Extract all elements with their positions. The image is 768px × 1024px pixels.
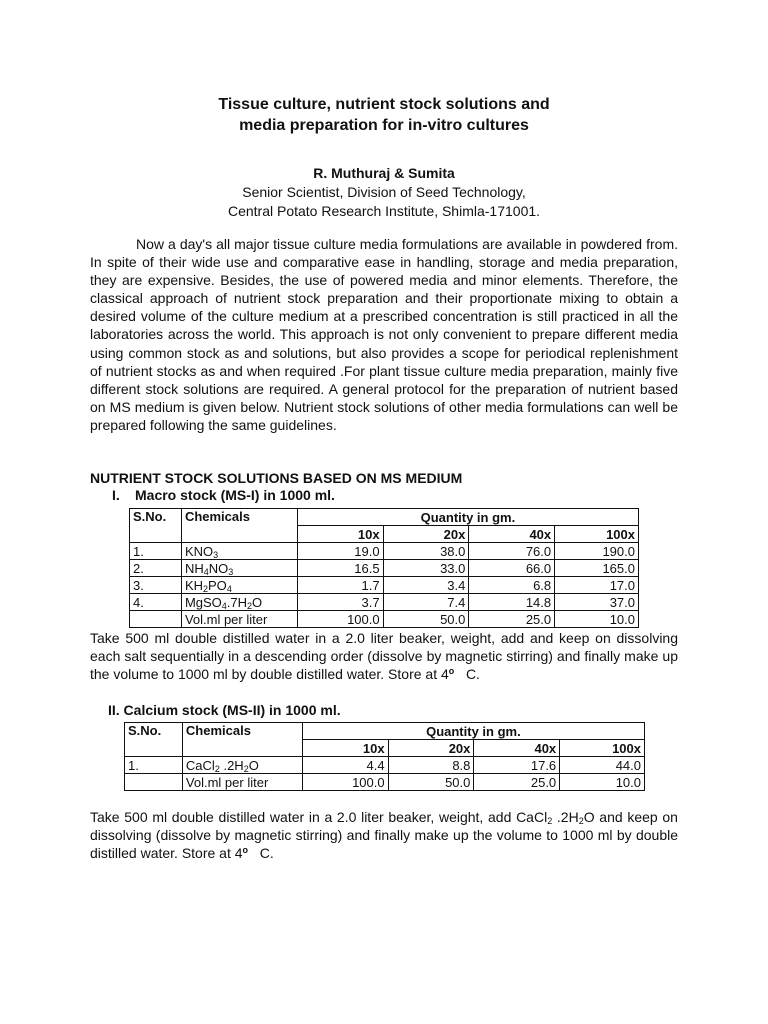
value-cell: 8.8: [388, 757, 474, 774]
chemical-subscript: 2: [203, 583, 209, 594]
authors: R. Muthuraj & Sumita: [313, 165, 455, 181]
chemical-text: MgSO: [184, 594, 222, 610]
intro-text: Now a day's all major tissue culture media formulations are available in powdered from. In spite of their wide use and comparative ease in handling, storage and media preparation, they are expensive. Besides, the use of powered media and minor elements. Therefore, the classical approach of nutrient stock preparation and their proportionate mixing to obtain a desired volume of the culture medium at a prescribed concentration is still practiced in all the laboratories across the world. This approach is not only convenient to prepare different media using common stock as and solutions, but also provides a scope for periodical replenishment of nutrient stocks as and when required .For plant tissue culture media preparation, mainly five different stock solutions are required. A general protocol for the preparation of nutrient based on MS medium is given below. Nutrient stock solutions of other media formulations can well be prepared following the same guidelines.: [90, 236, 678, 433]
sno-cell: 1.: [130, 543, 182, 560]
affiliation-line-1: Senior Scientist, Division of Seed Technology,: [242, 184, 526, 200]
value-cell: 66.0: [469, 560, 555, 577]
col-header: 10x: [302, 740, 388, 757]
calcium-stock-note: [90, 808, 678, 862]
col-header: 10x: [297, 526, 383, 543]
calcium-note-text: O and keep on dissolving (dissolve by magnetic stirring) and finally make up the volume to 1000 ml by double distilled water. Store at 4: [90, 809, 678, 862]
sno-cell: [130, 611, 182, 628]
value-cell: 1.7: [297, 577, 383, 594]
chemical-cell: [181, 543, 297, 560]
intro-paragraph: [90, 235, 678, 434]
chemical-cell: [181, 560, 297, 577]
table-row: [125, 774, 645, 791]
chemical-text: CaCl: [185, 757, 215, 773]
sno-cell: 1.: [125, 757, 183, 774]
calcium-note-end: C.: [259, 845, 274, 862]
section-heading: NUTRIENT STOCK SOLUTIONS BASED ON MS MEDIUM: [90, 470, 463, 486]
table-row: [130, 560, 639, 577]
col-header: 40x: [469, 526, 555, 543]
value-cell: 16.5: [297, 560, 383, 577]
col-header: 100x: [560, 740, 645, 757]
sno-cell: [125, 774, 183, 791]
value-cell: 50.0: [383, 611, 469, 628]
value-cell: 3.4: [383, 577, 469, 594]
sno-header: S.No.: [125, 723, 183, 757]
macro-stock-heading: Macro stock (MS-I) in 1000 ml.: [135, 487, 335, 503]
chemical-subscript: 2: [247, 600, 253, 611]
chemical-subscript: 2: [547, 816, 553, 826]
table-row: [125, 757, 645, 774]
value-cell: 100.0: [302, 774, 388, 791]
chemical-subscript: 2: [214, 763, 220, 774]
chemicals-header: Chemicals: [182, 723, 302, 757]
col-header: 20x: [383, 526, 469, 543]
title-line-1: Tissue culture, nutrient stock solutions and: [218, 96, 550, 113]
value-cell: 33.0: [383, 560, 469, 577]
sno-cell: 3.: [130, 577, 182, 594]
value-cell: 6.8: [469, 577, 555, 594]
macro-stock-note: [90, 629, 678, 683]
quantity-header: Quantity in gm.: [297, 509, 638, 526]
chemical-text: NH: [184, 560, 204, 576]
chemical-text: O: [248, 757, 259, 773]
macro-stock-numeral: I.: [112, 487, 120, 503]
chemical-subscript: 2: [578, 816, 584, 826]
chemical-text: .2H: [219, 757, 244, 773]
macro-stock-table: [129, 508, 639, 628]
sno-cell: 4.: [130, 594, 182, 611]
chemical-cell: Vol.ml per liter: [182, 774, 302, 791]
chemical-subscript: 3: [213, 549, 219, 560]
table-row: [130, 577, 639, 594]
value-cell: 17.0: [555, 577, 639, 594]
value-cell: 17.6: [474, 757, 560, 774]
chemical-subscript: 2: [243, 763, 249, 774]
value-cell: 19.0: [297, 543, 383, 560]
table-row: [130, 594, 639, 611]
degree-superscript: o: [242, 845, 249, 856]
chemical-text: KH: [184, 577, 203, 593]
chemicals-header: Chemicals: [181, 509, 297, 543]
value-cell: 100.0: [297, 611, 383, 628]
sno-header: S.No.: [130, 509, 182, 543]
chemical-cell: [182, 757, 302, 774]
chemical-text: O: [252, 594, 263, 610]
value-cell: 165.0: [555, 560, 639, 577]
value-cell: 38.0: [383, 543, 469, 560]
value-cell: 76.0: [469, 543, 555, 560]
value-cell: 10.0: [560, 774, 645, 791]
macro-note-text: Take 500 ml double distilled water in a 2.0 liter beaker, weight, add and keep on dissolving each salt sequentially in a descending order (dissolve by magnetic stirring) and finally make up the volume to 1000 ml by double distilled water. Store at 4: [90, 630, 678, 683]
calcium-note-text: .2H: [552, 809, 579, 825]
value-cell: 3.7: [297, 594, 383, 611]
table-header-row: [125, 723, 645, 740]
table-row: [130, 543, 639, 560]
chemical-cell: [181, 594, 297, 611]
chemical-text: PO: [208, 577, 227, 593]
chemical-subscript: 4: [226, 583, 232, 594]
title-line-2: media preparation for in-vitro cultures: [239, 117, 529, 134]
chemical-cell: [181, 577, 297, 594]
value-cell: 25.0: [469, 611, 555, 628]
chemical-text: NO: [208, 560, 229, 576]
value-cell: 37.0: [555, 594, 639, 611]
quantity-header: Quantity in gm.: [302, 723, 644, 740]
macro-note-end: C.: [465, 666, 480, 683]
calcium-stock-heading: II. Calcium stock (MS-II) in 1000 ml.: [108, 702, 341, 718]
value-cell: 25.0: [474, 774, 560, 791]
chemical-text: KNO: [184, 543, 214, 559]
value-cell: 44.0: [560, 757, 645, 774]
affiliation-line-2: Central Potato Research Institute, Shimla-171001.: [227, 203, 541, 219]
calcium-stock-table: [124, 722, 645, 791]
chemical-subscript: 3: [228, 566, 234, 577]
chemical-text: .7H: [226, 594, 248, 610]
col-header: 40x: [474, 740, 560, 757]
value-cell: 10.0: [555, 611, 639, 628]
col-header: 20x: [388, 740, 474, 757]
value-cell: 50.0: [388, 774, 474, 791]
value-cell: 14.8: [469, 594, 555, 611]
sno-cell: 2.: [130, 560, 182, 577]
chemical-subscript: 4: [203, 566, 209, 577]
col-header: 100x: [555, 526, 639, 543]
table-header-row: [130, 509, 639, 526]
chemical-subscript: 4: [221, 600, 227, 611]
calcium-note-text: Take 500 ml double distilled water in a 2.0 liter beaker, weight, add CaCl: [90, 809, 548, 825]
chemical-cell: Vol.ml per liter: [181, 611, 297, 628]
table-row: [130, 611, 639, 628]
degree-superscript: o: [448, 666, 455, 677]
value-cell: 190.0: [555, 543, 639, 560]
value-cell: 4.4: [302, 757, 388, 774]
value-cell: 7.4: [383, 594, 469, 611]
